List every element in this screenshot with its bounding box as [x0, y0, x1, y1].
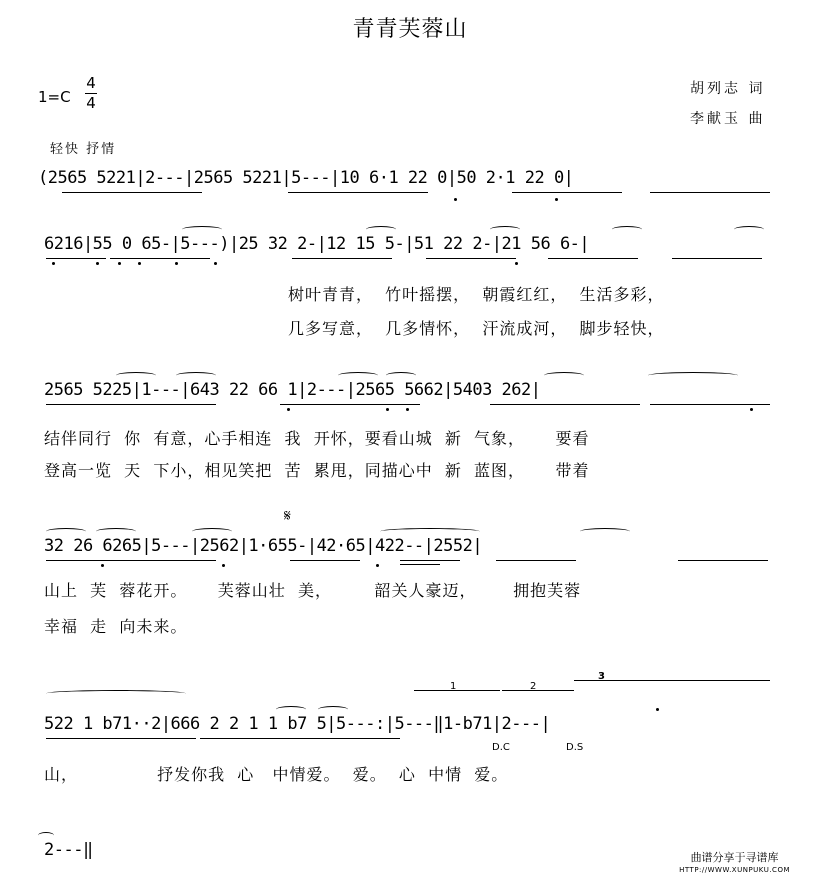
- time-signature-top: 4: [86, 74, 96, 92]
- beam: [46, 560, 216, 561]
- volta-3-number: 3: [598, 671, 605, 682]
- lyric-line-2-verse-1: 树叶青青， 竹叶摇摆， 朝霞红红， 生活多彩，: [288, 285, 665, 304]
- slur: [734, 226, 764, 233]
- slur: [176, 372, 216, 379]
- lyricist-credit: 胡列志 词: [690, 81, 766, 97]
- octave-dot: [214, 262, 217, 265]
- staff-line-2: 6216|55 0 65-|5---)|25 32 2-|12 15 5-|51 22 2-|21 56 6-|: [44, 234, 590, 254]
- beam: [672, 258, 762, 259]
- beam: [280, 404, 420, 405]
- slur: [612, 226, 642, 233]
- beam: [512, 192, 622, 193]
- slur: [96, 528, 136, 535]
- lyric-line-3-verse-2: 登高一览 天 下小，相见笑把 苦 累甩，同描心中 新 蓝图， 带着: [44, 461, 590, 480]
- beam: [62, 192, 202, 193]
- beam: [46, 738, 196, 739]
- beam: [110, 258, 210, 259]
- beam: [46, 258, 106, 259]
- staff-line-6: 2---‖: [44, 840, 93, 860]
- time-signature-bottom: 4: [86, 94, 96, 112]
- slur: [338, 372, 378, 379]
- slur: [580, 528, 630, 535]
- watermark: [679, 851, 790, 877]
- slur: [366, 226, 396, 233]
- page-title: 青青芙蓉山: [352, 17, 468, 42]
- octave-dot: [52, 262, 55, 265]
- staff-line-5: 522 1 b71··2|666 2 2 1 1 b7 5|5---:|5---‖1-b71|2---|: [44, 714, 551, 734]
- volta-2-bracket: [502, 690, 574, 691]
- octave-dot: [138, 262, 141, 265]
- watermark-line-2: HTTP://WWW.XUNPUKU.COM: [679, 866, 790, 874]
- octave-dot: [287, 408, 290, 411]
- staff-line-3: 2565 5225|1---|643 22 66 1|2---|2565 5662|5403 262|: [44, 380, 541, 400]
- ds-mark: D.S: [566, 742, 584, 753]
- octave-dot: [515, 262, 518, 265]
- watermark-line-1: 曲谱分享于寻谱库: [690, 851, 779, 864]
- slur: [318, 706, 348, 713]
- dc-mark: D.C: [492, 742, 510, 753]
- octave-dot: [222, 564, 225, 567]
- lyric-line-4-verse-1: 山上 芙 蓉花开。 芙蓉山壮 美， 韶关人豪迈， 拥抱芙蓉: [44, 581, 582, 600]
- octave-dot: [406, 408, 409, 411]
- octave-dot: [96, 262, 99, 265]
- slur: [490, 226, 520, 233]
- tempo-mark: 轻快 抒情: [50, 142, 117, 157]
- octave-dot: [175, 262, 178, 265]
- beam: [678, 560, 768, 561]
- lyric-line-4-verse-2: 幸福 走 向未来。: [44, 617, 188, 636]
- segno-sign: 𝄋: [284, 506, 291, 525]
- beam: [46, 404, 216, 405]
- beam: [496, 560, 576, 561]
- octave-dot: [386, 408, 389, 411]
- beam: [292, 258, 392, 259]
- volta-1-bracket: [414, 690, 500, 691]
- octave-dot: [376, 564, 379, 567]
- slur: [46, 690, 186, 697]
- octave-dot: [118, 262, 121, 265]
- slur: [182, 226, 222, 233]
- composer-credit: 李献玉 曲: [690, 111, 766, 127]
- time-signature: [84, 74, 98, 113]
- octave-dot: [101, 564, 104, 567]
- slur: [386, 372, 416, 379]
- volta-1-number: 1: [450, 681, 457, 692]
- slur: [46, 528, 86, 535]
- slur: [380, 528, 480, 535]
- staff-line-1: (2565 5221|2---|2565 5221|5---|10 6·1 22 0|50 2·1 22 0|: [38, 168, 574, 188]
- lyric-line-3-verse-1: 结伴同行 你 有意，心手相连 我 开怀，要看山城 新 气象， 要看: [44, 429, 590, 448]
- volta-2-number: 2: [530, 681, 537, 692]
- beam: [290, 560, 360, 561]
- slur: [544, 372, 584, 379]
- octave-dot: [454, 198, 457, 201]
- beam: [200, 738, 400, 739]
- beam: [490, 404, 640, 405]
- beam: [400, 560, 460, 561]
- lyric-line-5: 山， 抒发你我 心 中情爱。 爱。 心 中情 爱。: [44, 765, 509, 784]
- slur: [648, 372, 738, 379]
- octave-dot: [750, 408, 753, 411]
- fermata-dot: [656, 708, 659, 711]
- lyric-line-2-verse-2: 几多写意， 几多情怀， 汗流成河， 脚步轻快，: [288, 319, 665, 338]
- octave-dot: [555, 198, 558, 201]
- beam: [650, 192, 770, 193]
- beam: [400, 564, 440, 565]
- beam: [548, 258, 638, 259]
- slur: [276, 706, 306, 713]
- slur: [38, 832, 54, 839]
- beam: [288, 192, 428, 193]
- beam: [426, 258, 516, 259]
- slur: [192, 528, 232, 535]
- key-signature: 1=C: [38, 88, 71, 106]
- slur: [116, 372, 156, 379]
- beam: [650, 404, 770, 405]
- staff-line-4: 32 26 6265|5---|2562|1·655-|42·65|422--|2552|: [44, 536, 483, 556]
